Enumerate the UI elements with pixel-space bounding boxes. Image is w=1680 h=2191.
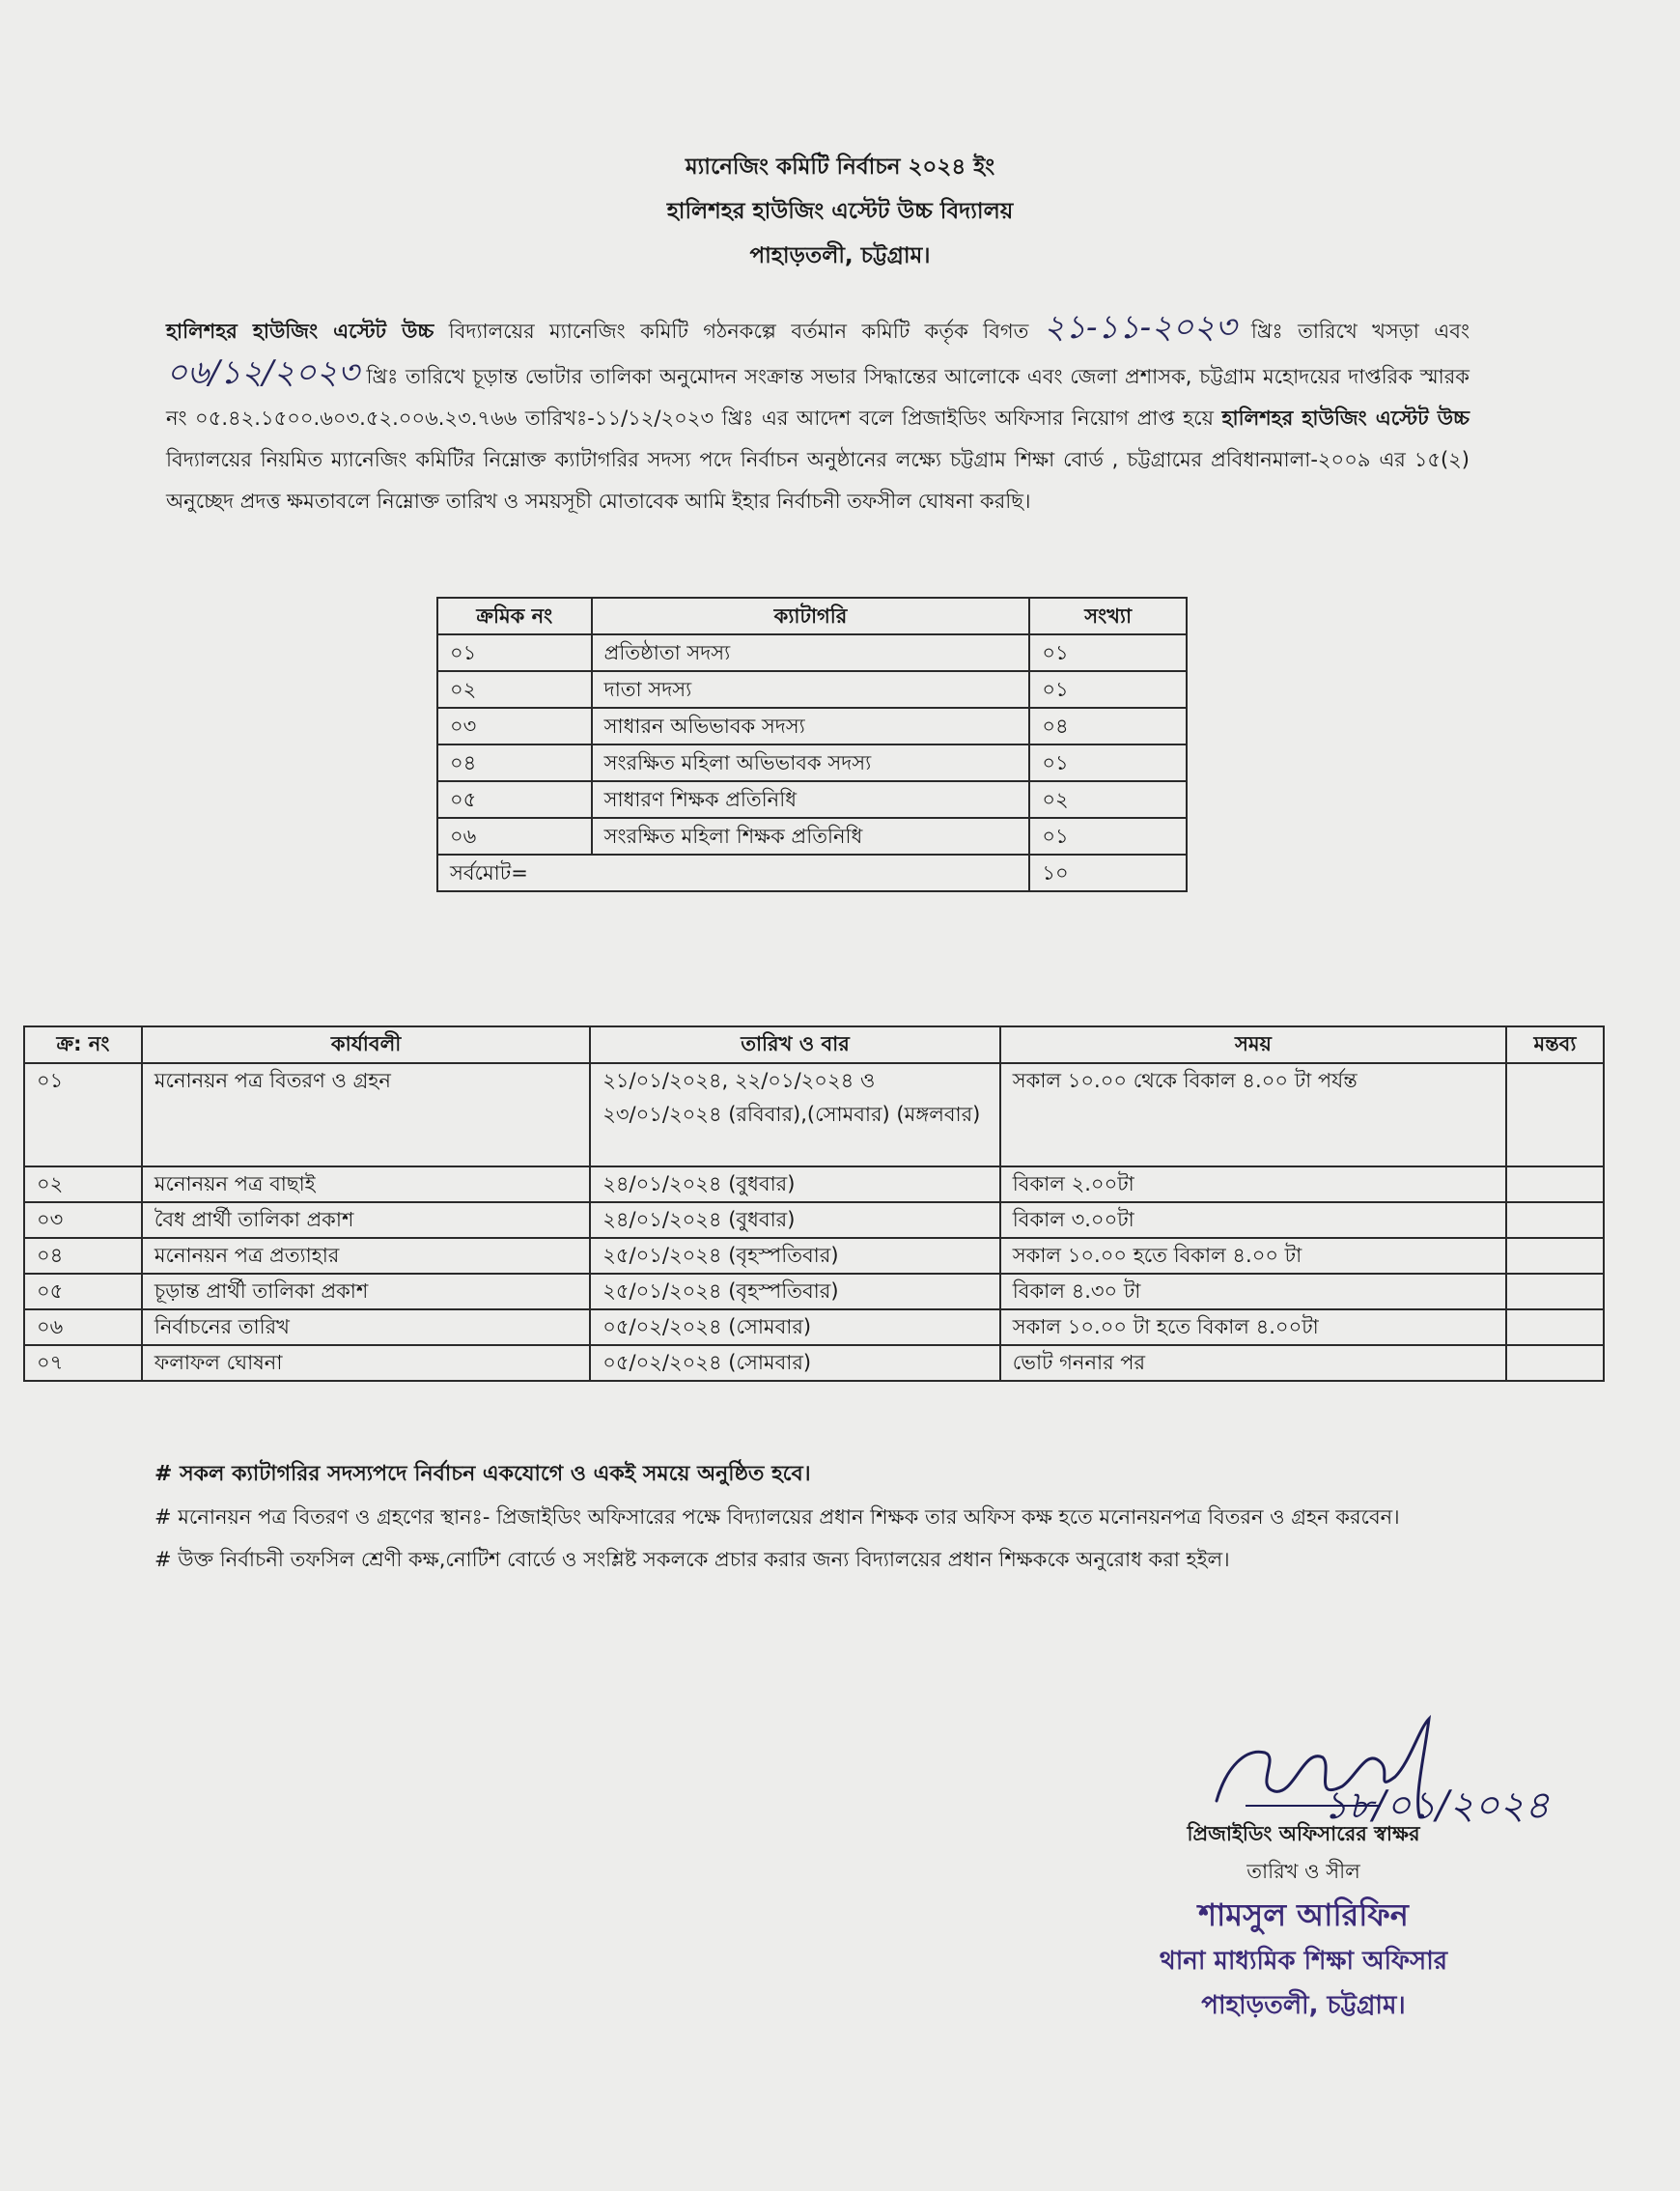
notes-section <box>154 1453 1506 1581</box>
cell-activity: মনোনয়ন পত্র প্রত্যাহার <box>142 1238 590 1274</box>
col-header-date: তারিখ ও বার <box>590 1026 1000 1063</box>
cell-category: সাধারণ শিক্ষক প্রতিনিধি <box>592 781 1030 818</box>
stamp-location: পাহাড়তলী, চট্টগ্রাম। <box>1201 1991 1406 2020</box>
cell-serial: ০২ <box>437 671 592 708</box>
cell-remarks <box>1506 1309 1604 1345</box>
cell-count: ০১ <box>1029 671 1187 708</box>
cell-count: ০১ <box>1029 744 1187 781</box>
cell-activity: মনোনয়ন পত্র বিতরণ ও গ্রহন <box>142 1063 590 1166</box>
table-row <box>437 634 1187 671</box>
school-name: হালিশহর হাউজিং এস্টেট উচ্চ বিদ্যালয় <box>666 199 1014 224</box>
col-header-serial: ক্রমিক নং <box>437 598 592 634</box>
cell-count: ০১ <box>1029 634 1187 671</box>
category-table <box>436 597 1188 892</box>
table-row <box>24 1202 1604 1238</box>
cell-remarks <box>1506 1274 1604 1309</box>
cell-remarks <box>1506 1166 1604 1202</box>
cell-time: বিকাল ৪.৩০ টা <box>1000 1274 1506 1309</box>
cell-count: ০২ <box>1029 781 1187 818</box>
cell-remarks <box>1506 1345 1604 1381</box>
cell-count: ০৪ <box>1029 708 1187 744</box>
note-1: # সকল ক্যাটাগরির সদস্যপদে নির্বাচন একযোগে ও একই সময়ে অনুষ্ঠিত হবে। <box>154 1462 811 1486</box>
cell-count: ০১ <box>1029 818 1187 855</box>
notice-title: ম্যানেজিং কমিটি নির্বাচন ২০২৪ ইং <box>685 154 995 180</box>
cell-activity: চূড়ান্ত প্রার্থী তালিকা প্রকাশ <box>142 1274 590 1309</box>
cell-time: বিকাল ৩.০০টা <box>1000 1202 1506 1238</box>
handwritten-draft-date: ২১-১১-২০২৩ <box>1043 308 1237 347</box>
cell-serial: ০১ <box>437 634 592 671</box>
col-header-time: সময় <box>1000 1026 1506 1063</box>
notice-header <box>0 145 1680 278</box>
table-row <box>24 1345 1604 1381</box>
note-2: # মনোনয়ন পত্র বিতরণ ও গ্রহণের স্থানঃ- প্রিজাইডিং অফিসারের পক্ষে বিদ্যালয়ের প্রধান শিক্ষক তার অফিস কক্ষ হতে মনোনয়নপত্র বিতরন ও গ্রহন করবেন। <box>154 1505 1400 1529</box>
handwritten-final-date: ০৬/১২/২০২৩ <box>166 353 359 392</box>
cell-serial: ০৭ <box>24 1345 142 1381</box>
signature-title: প্রিজাইডিং অফিসারের স্বাক্ষর <box>1187 1822 1420 1845</box>
cell-date: ০৫/০২/২০২৪ (সোমবার) <box>590 1345 1000 1381</box>
signature-date-seal: তারিখ ও সীল <box>1246 1860 1360 1883</box>
cell-activity: মনোনয়ন পত্র বাছাই <box>142 1166 590 1202</box>
cell-serial: ০১ <box>24 1063 142 1166</box>
cell-category: প্রতিষ্ঠাতা সদস্য <box>592 634 1030 671</box>
col-header-activity: কার্যাবলী <box>142 1026 590 1063</box>
category-table-header <box>437 598 1187 634</box>
cell-time: ভোট গননার পর <box>1000 1345 1506 1381</box>
col-header-remarks: মন্তব্য <box>1506 1026 1604 1063</box>
cell-serial: ০৪ <box>24 1238 142 1274</box>
schedule-table <box>23 1025 1605 1382</box>
table-row <box>437 781 1187 818</box>
table-row <box>437 708 1187 744</box>
cell-serial: ০৪ <box>437 744 592 781</box>
total-value: ১০ <box>1029 855 1187 891</box>
table-row <box>437 818 1187 855</box>
cell-serial: ০৬ <box>24 1309 142 1345</box>
cell-serial: ০৫ <box>437 781 592 818</box>
intro-text-4: বিদ্যালয়ের নিয়মিত ম্যানেজিং কমিটির নিম্নোক্ত ক্যাটাগরির সদস্য পদে নির্বাচন অনুষ্ঠানের লক্ষ্যে চট্টগ্রাম শিক্ষা বোর্ড , চট্টগ্রামের প্রবিধানমালা-২০০৯ এর ১৫(২) অনুচ্ছেদ প্রদত্ত ক্ষমতাবলে নিম্নোক্ত তারিখ ও সময়সূচী মোতাবেক আমি ইহার নির্বাচনী তফসীল ঘোষনা করছি। <box>166 448 1470 513</box>
table-row <box>437 744 1187 781</box>
cell-date: ০৫/০২/২০২৪ (সোমবার) <box>590 1309 1000 1345</box>
cell-date: ২৪/০১/২০২৪ (বুধবার) <box>590 1166 1000 1202</box>
cell-category: সংরক্ষিত মহিলা অভিভাবক সদস্য <box>592 744 1030 781</box>
cell-time: সকাল ১০.০০ টা হতে বিকাল ৪.০০টা <box>1000 1309 1506 1345</box>
cell-remarks <box>1506 1063 1604 1166</box>
col-header-count: সংখ্যা <box>1029 598 1187 634</box>
table-row <box>24 1274 1604 1309</box>
cell-date: ২১/০১/২০২৪, ২২/০১/২০২৪ ও ২৩/০১/২০২৪ (রবিবার),(সোমবার) (মঙ্গলবার) <box>590 1063 1000 1166</box>
handwritten-sign-date: ১৮/০১/২০২৪ <box>1323 1784 1550 1828</box>
table-row <box>24 1063 1604 1166</box>
school-location: পাহাড়তলী, চট্টগ্রাম। <box>749 243 931 268</box>
intro-text-2: খ্রিঃ তারিখে খসড়া এবং <box>1236 320 1470 343</box>
table-row <box>437 671 1187 708</box>
school-name-inline: হালিশহর হাউজিং এস্টেট উচ্চ <box>166 320 434 343</box>
cell-category: দাতা সদস্য <box>592 671 1030 708</box>
col-header-category: ক্যাটাগরি <box>592 598 1030 634</box>
signature-block <box>1110 1815 1497 2028</box>
total-row <box>437 855 1187 891</box>
cell-time: সকাল ১০.০০ হতে বিকাল ৪.০০ টা <box>1000 1238 1506 1274</box>
intro-text-1: বিদ্যালয়ের ম্যানেজিং কমিটি গঠনকল্পে বর্তমান কমিটি কর্তৃক বিগত <box>434 320 1044 343</box>
intro-text-3: খ্রিঃ তারিখে চূড়ান্ত ভোটার তালিকা অনুমোদন সংক্রান্ত সভার সিদ্ধান্তের আলোকে এবং জেলা প্রশাসক, চট্টগ্রাম মহোদয়ের দাপ্তরিক স্মারক নং ০৫.৪২.১৫০০.৬০৩.৫২.০০৬.২৩.৭৬৬ তারিখঃ-১১/১২/২০২৩ খ্রিঃ এর আদেশ বলে প্রিজাইডিং অফিসার নিয়োগ প্রাপ্ত হয়ে <box>166 365 1470 430</box>
cell-remarks <box>1506 1238 1604 1274</box>
table-row <box>24 1309 1604 1345</box>
schedule-table-header <box>24 1026 1604 1063</box>
cell-activity: বৈধ প্রার্থী তালিকা প্রকাশ <box>142 1202 590 1238</box>
intro-paragraph <box>166 307 1470 522</box>
cell-category: সংরক্ষিত মহিলা শিক্ষক প্রতিনিধি <box>592 818 1030 855</box>
cell-serial: ০৫ <box>24 1274 142 1309</box>
table-row <box>24 1166 1604 1202</box>
cell-remarks <box>1506 1202 1604 1238</box>
cell-date: ২৪/০১/২০২৪ (বুধবার) <box>590 1202 1000 1238</box>
cell-activity: নির্বাচনের তারিখ <box>142 1309 590 1345</box>
school-name-inline-2: হালিশহর হাউজিং এস্টেট উচ্চ <box>1221 407 1470 430</box>
cell-serial: ০৬ <box>437 818 592 855</box>
cell-time: সকাল ১০.০০ থেকে বিকাল ৪.০০ টা পর্যন্ত <box>1000 1063 1506 1166</box>
table-row <box>24 1238 1604 1274</box>
total-label: সর্বমোট= <box>437 855 1029 891</box>
cell-serial: ০৩ <box>24 1202 142 1238</box>
cell-date: ২৫/০১/২০২৪ (বৃহস্পতিবার) <box>590 1274 1000 1309</box>
note-3: # উক্ত নির্বাচনী তফসিল শ্রেণী কক্ষ,নোটিশ বোর্ডে ও সংশ্লিষ্ট সকলকে প্রচার করার জন্য বিদ্যালয়ের প্রধান শিক্ষককে অনুরোধ করা হইল। <box>154 1548 1230 1571</box>
cell-serial: ০২ <box>24 1166 142 1202</box>
cell-category: সাধারন অভিভাবক সদস্য <box>592 708 1030 744</box>
stamp-name: শামসুল আরিফিন <box>1198 1896 1409 1933</box>
cell-serial: ০৩ <box>437 708 592 744</box>
cell-activity: ফলাফল ঘোষনা <box>142 1345 590 1381</box>
stamp-designation: থানা মাধ্যমিক শিক্ষা অফিসার <box>1159 1947 1448 1976</box>
cell-date: ২৫/০১/২০২৪ (বৃহস্পতিবার) <box>590 1238 1000 1274</box>
cell-time: বিকাল ২.০০টা <box>1000 1166 1506 1202</box>
col-header-serial: ক্র: নং <box>24 1026 142 1063</box>
